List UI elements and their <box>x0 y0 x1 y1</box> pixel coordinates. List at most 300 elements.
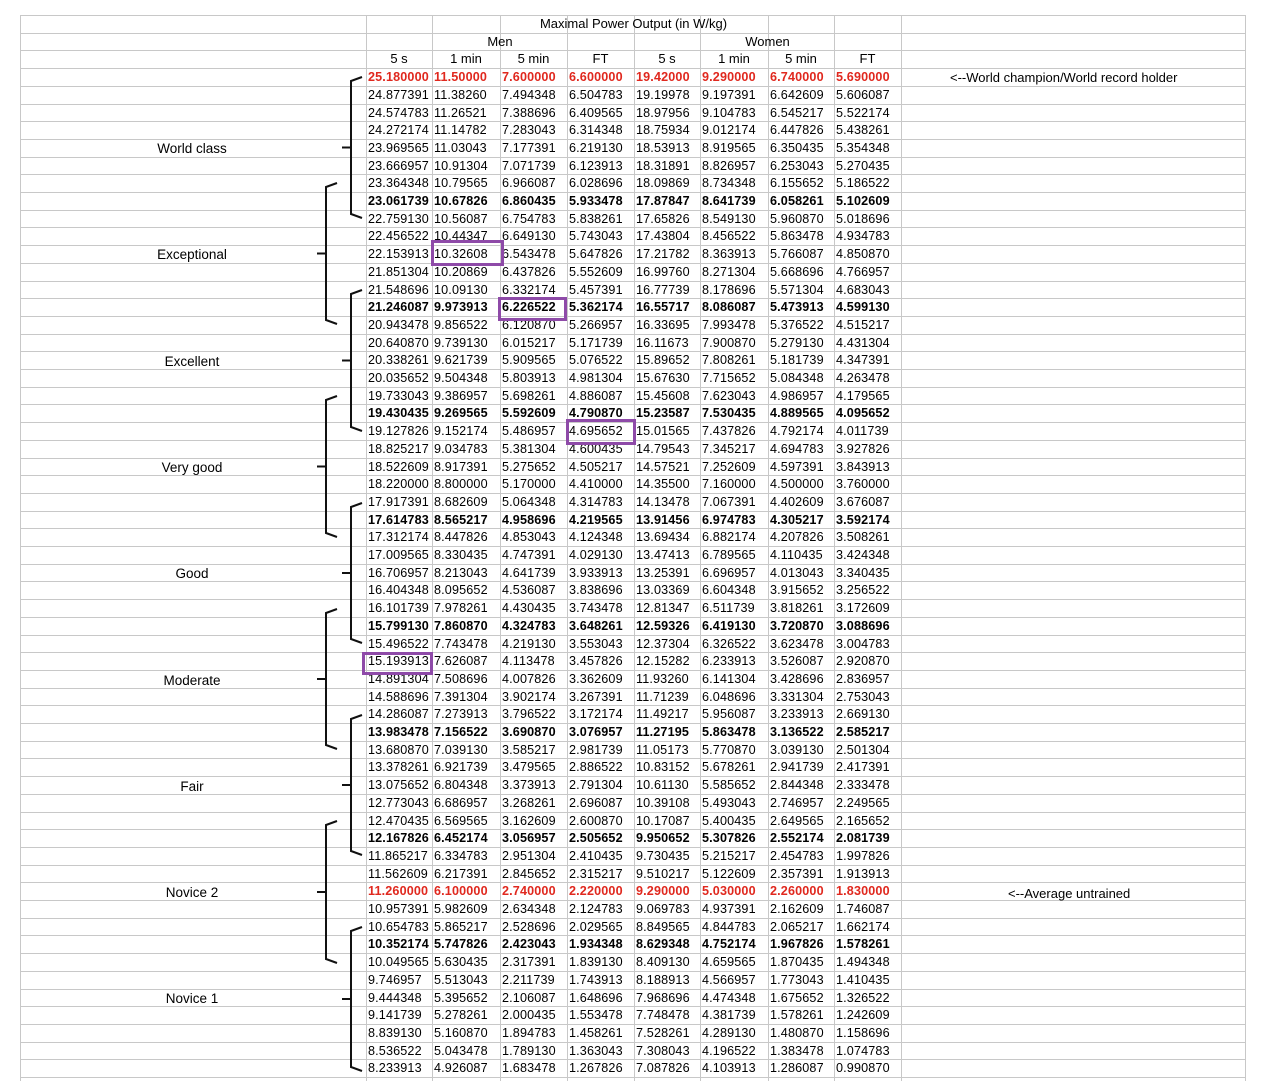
table-cell: 4.402609 <box>770 494 824 509</box>
table-cell: 12.15282 <box>636 654 690 669</box>
table-cell: 2.315217 <box>569 866 623 881</box>
table-cell: 7.715652 <box>702 371 756 385</box>
table-cell: 7.273913 <box>434 707 488 722</box>
table-cell: 3.585217 <box>502 742 556 757</box>
category-novice-1: Novice 1 <box>165 991 219 1006</box>
table-cell: 2.845652 <box>502 866 556 881</box>
column-header: FT <box>859 51 876 67</box>
table-cell: 3.526087 <box>770 654 824 669</box>
table-cell: 7.067391 <box>702 494 756 509</box>
table-cell: 6.217391 <box>434 866 488 881</box>
table-cell: 8.456522 <box>702 229 756 244</box>
table-cell: 15.496522 <box>368 636 429 651</box>
table-cell: 9.290000 <box>636 884 690 899</box>
table-cell: 1.913913 <box>836 866 890 881</box>
table-cell: 2.333478 <box>836 778 890 793</box>
table-cell: 7.600000 <box>502 70 556 85</box>
table-cell: 5.933478 <box>569 194 623 208</box>
table-cell: 4.314783 <box>569 494 623 509</box>
table-title: Maximal Power Output (in W/kg) <box>539 16 728 31</box>
table-cell: 7.748478 <box>636 1008 690 1023</box>
table-cell: 8.213043 <box>434 565 488 580</box>
table-cell: 14.57521 <box>636 459 690 474</box>
table-cell: 19.19978 <box>636 87 690 102</box>
table-cell: 1.494348 <box>836 955 890 970</box>
table-cell: 5.513043 <box>434 972 488 987</box>
table-cell: 5.647826 <box>569 247 623 262</box>
table-cell: 7.860870 <box>434 618 488 633</box>
table-cell: 5.473913 <box>770 300 824 315</box>
table-cell: 6.569565 <box>434 813 488 828</box>
table-cell: 11.26521 <box>434 105 487 120</box>
table-cell: 10.83152 <box>636 760 690 775</box>
table-cell: 2.260000 <box>770 884 824 899</box>
table-cell: 1.870435 <box>770 955 824 970</box>
table-cell: 3.373913 <box>502 778 556 793</box>
table-cell: 9.950652 <box>636 831 690 846</box>
table-cell: 2.165652 <box>836 813 890 828</box>
table-cell: 5.960870 <box>770 211 824 226</box>
table-cell: 6.696957 <box>702 565 756 580</box>
table-cell: 9.290000 <box>702 70 756 85</box>
table-cell: 4.263478 <box>836 371 890 385</box>
table-cell: 20.035652 <box>368 371 429 385</box>
table-cell: 4.695652 <box>569 424 623 439</box>
table-cell: 3.508261 <box>836 530 890 545</box>
table-cell: 8.086087 <box>702 300 756 315</box>
table-cell: 4.694783 <box>770 441 824 456</box>
column-header: 5 min <box>517 51 550 67</box>
table-cell: 2.357391 <box>770 866 824 881</box>
table-cell: 2.634348 <box>502 902 556 916</box>
table-cell: 6.966087 <box>502 176 556 191</box>
table-cell: 6.314348 <box>569 123 623 138</box>
table-cell: 1.894783 <box>502 1025 556 1040</box>
table-cell: 25.180000 <box>368 70 429 85</box>
table-cell: 10.957391 <box>368 902 429 916</box>
table-cell: 1.383478 <box>770 1043 824 1058</box>
table-cell: 3.136522 <box>770 725 824 739</box>
table-cell: 21.246087 <box>368 300 429 315</box>
table-cell: 11.14782 <box>434 123 487 138</box>
table-cell: 1.839130 <box>569 955 623 970</box>
table-cell: 4.430435 <box>502 601 556 616</box>
table-cell: 9.504348 <box>434 371 488 385</box>
table-cell: 7.177391 <box>502 140 556 155</box>
table-cell: 3.233913 <box>770 707 824 722</box>
table-cell: 3.424348 <box>836 548 890 562</box>
table-cell: 18.522609 <box>368 459 429 474</box>
table-cell: 3.039130 <box>770 742 824 757</box>
table-cell: 1.773043 <box>770 972 824 987</box>
table-cell: 8.919565 <box>702 140 756 155</box>
table-cell: 3.172174 <box>569 707 623 722</box>
highlight-box <box>566 419 636 445</box>
table-cell: 3.457826 <box>569 654 623 669</box>
table-cell: 23.969565 <box>368 140 429 155</box>
table-cell: 6.326522 <box>702 636 756 651</box>
table-cell: 6.754783 <box>502 211 556 226</box>
table-cell: 3.172609 <box>836 601 890 616</box>
table-cell: 5.400435 <box>702 813 756 828</box>
table-cell: 5.678261 <box>702 760 756 775</box>
table-cell: 5.956087 <box>702 707 756 722</box>
table-cell: 4.219565 <box>569 512 623 527</box>
table-cell: 4.179565 <box>836 388 890 403</box>
table-cell: 3.676087 <box>836 494 890 509</box>
table-cell: 9.197391 <box>702 87 756 102</box>
table-cell: 9.856522 <box>434 317 488 332</box>
table-cell: 10.09130 <box>434 282 488 297</box>
table-cell: 15.67630 <box>636 371 690 385</box>
table-cell: 6.686957 <box>434 795 488 810</box>
table-cell: 4.937391 <box>702 902 756 916</box>
table-cell: 6.437826 <box>502 264 556 279</box>
table-cell: 6.604348 <box>702 583 756 598</box>
table-cell: 22.153913 <box>368 247 429 262</box>
table-cell: 5.030000 <box>702 884 756 899</box>
category-brackets <box>20 15 1246 1081</box>
table-cell: 4.747391 <box>502 548 556 562</box>
table-cell: 14.35500 <box>636 477 690 492</box>
table-cell: 3.818261 <box>770 601 824 616</box>
table-cell: 20.338261 <box>368 353 429 368</box>
table-cell: 5.838261 <box>569 211 623 226</box>
highlight-box <box>431 240 504 266</box>
table-cell: 7.626087 <box>434 654 488 669</box>
table-cell: 9.152174 <box>434 424 488 439</box>
table-cell: 5.747826 <box>434 937 488 952</box>
bracket <box>342 503 362 643</box>
table-cell: 6.123913 <box>569 158 623 173</box>
table-cell: 5.307826 <box>702 831 756 846</box>
table-cell: 5.362174 <box>569 300 623 315</box>
table-cell: 9.444348 <box>368 990 422 1005</box>
table-cell: 6.504783 <box>569 87 623 102</box>
table-cell: 5.803913 <box>502 371 556 385</box>
table-cell: 2.124783 <box>569 902 623 916</box>
table-cell: 6.882174 <box>702 530 756 545</box>
table-cell: 6.543478 <box>502 247 556 262</box>
table-cell: 4.790870 <box>569 406 623 421</box>
table-cell: 6.100000 <box>434 884 488 899</box>
table-cell: 2.249565 <box>836 795 890 810</box>
column-header: 5 min <box>785 51 817 67</box>
table-cell: 2.528696 <box>502 919 556 934</box>
table-cell: 15.89652 <box>636 353 690 368</box>
table-cell: 11.49217 <box>636 707 689 722</box>
note-average-untrained: <--Average untrained <box>1008 886 1131 901</box>
table-cell: 4.934783 <box>836 229 890 244</box>
bracket <box>342 77 362 218</box>
table-cell: 5.630435 <box>434 955 488 970</box>
table-cell: 3.340435 <box>836 565 890 580</box>
table-cell: 1.662174 <box>836 919 890 934</box>
table-cell: 10.67826 <box>434 194 488 208</box>
table-cell: 5.064348 <box>502 494 556 509</box>
table-cell: 5.266957 <box>569 317 623 332</box>
table-cell: 1.830000 <box>836 884 890 899</box>
table-cell: 1.553478 <box>569 1008 623 1023</box>
table-cell: 3.690870 <box>502 725 556 739</box>
table-cell: 4.347391 <box>836 353 890 368</box>
table-cell: 9.012174 <box>702 123 756 138</box>
table-cell: 5.170000 <box>502 477 556 492</box>
table-cell: 4.219130 <box>502 636 556 651</box>
table-cell: 4.095652 <box>836 406 890 421</box>
table-cell: 3.076957 <box>569 725 623 739</box>
table-cell: 6.334783 <box>434 848 488 863</box>
bracket <box>342 290 362 431</box>
table-cell: 5.215217 <box>702 848 756 863</box>
table-cell: 17.917391 <box>368 494 429 509</box>
table-cell: 1.458261 <box>569 1025 623 1040</box>
table-cell: 3.553043 <box>569 636 623 651</box>
table-cell: 6.447826 <box>770 123 824 138</box>
table-cell: 8.409130 <box>636 955 690 970</box>
table-cell: 4.196522 <box>702 1043 756 1058</box>
table-cell: 8.565217 <box>434 512 488 527</box>
table-cell: 3.843913 <box>836 459 890 474</box>
table-cell: 6.058261 <box>770 194 824 208</box>
table-cell: 11.865217 <box>368 848 428 863</box>
table-cell: 2.081739 <box>836 831 890 846</box>
table-cell: 2.981739 <box>569 742 623 757</box>
table-cell: 6.219130 <box>569 140 623 155</box>
table-cell: 8.682609 <box>434 494 488 509</box>
table-cell: 7.494348 <box>502 87 556 102</box>
table-cell: 3.915652 <box>770 583 824 598</box>
group-header-men: Men <box>487 33 513 49</box>
table-cell: 2.106087 <box>502 990 556 1005</box>
table-cell: 24.272174 <box>368 123 429 138</box>
table-cell: 2.065217 <box>770 919 824 934</box>
category-novice-2: Novice 2 <box>165 885 219 900</box>
table-cell: 4.103913 <box>702 1061 756 1076</box>
table-cell: 11.71239 <box>636 689 689 704</box>
table-cell: 3.088696 <box>836 618 890 633</box>
table-cell: 6.409565 <box>569 105 623 120</box>
table-cell: 5.270435 <box>836 158 890 173</box>
table-cell: 3.760000 <box>836 477 890 492</box>
table-cell: 7.391304 <box>434 689 488 704</box>
table-cell: 3.362609 <box>569 671 623 686</box>
table-cell: 8.095652 <box>434 583 488 598</box>
table-cell: 6.740000 <box>770 70 824 85</box>
table-cell: 12.59326 <box>636 618 690 633</box>
column-header: 1 min <box>718 51 750 67</box>
table-cell: 10.91304 <box>434 158 488 173</box>
category-moderate: Moderate <box>163 673 221 688</box>
table-cell: 8.629348 <box>636 937 690 952</box>
table-cell: 1.743913 <box>569 972 623 987</box>
table-cell: 6.048696 <box>702 689 756 704</box>
table-cell: 8.363913 <box>702 247 756 262</box>
table-cell: 13.91456 <box>636 512 690 527</box>
table-cell: 18.31891 <box>636 158 690 173</box>
table-cell: 4.766957 <box>836 264 890 279</box>
category-exceptional: Exceptional <box>157 247 227 262</box>
table-cell: 19.733043 <box>368 388 429 403</box>
table-cell: 3.838696 <box>569 583 623 598</box>
table-cell: 4.324783 <box>502 618 556 633</box>
table-cell: 2.844348 <box>770 778 824 793</box>
table-cell: 2.417391 <box>836 760 890 775</box>
table-cell: 3.623478 <box>770 636 824 651</box>
table-cell: 10.17087 <box>636 813 690 828</box>
table-cell: 5.493043 <box>702 795 756 810</box>
table-cell: 9.034783 <box>434 441 488 456</box>
table-cell: 19.430435 <box>368 406 429 421</box>
table-cell: 13.680870 <box>368 742 429 757</box>
table-cell: 17.43804 <box>636 229 690 244</box>
table-cell: 17.614783 <box>368 512 429 527</box>
table-cell: 6.649130 <box>502 229 556 244</box>
table-cell: 4.305217 <box>770 512 824 527</box>
table-cell: 4.500000 <box>770 477 824 492</box>
table-cell: 4.981304 <box>569 371 623 385</box>
table-cell: 5.354348 <box>836 140 890 155</box>
table-cell: 5.698261 <box>502 388 556 403</box>
table-cell: 5.181739 <box>770 353 824 368</box>
table-cell: 13.983478 <box>368 725 429 739</box>
table-cell: 5.278261 <box>434 1008 488 1023</box>
table-cell: 4.889565 <box>770 406 824 421</box>
table-cell: 12.470435 <box>368 813 429 828</box>
table-cell: 21.851304 <box>368 264 429 279</box>
table-cell: 9.621739 <box>434 353 488 368</box>
table-cell: 6.789565 <box>702 548 756 562</box>
table-cell: 1.074783 <box>836 1043 890 1058</box>
table-cell: 5.438261 <box>836 123 890 138</box>
column-header: 5 s <box>658 51 676 67</box>
table-cell: 18.97956 <box>636 105 690 120</box>
table-cell: 4.289130 <box>702 1025 756 1040</box>
table-cell: 6.141304 <box>702 671 756 686</box>
table-cell: 14.79543 <box>636 441 690 456</box>
table-cell: 7.530435 <box>702 406 756 421</box>
table-cell: 2.941739 <box>770 760 824 775</box>
table-cell: 2.886522 <box>569 760 623 775</box>
table-cell: 5.770870 <box>702 742 756 757</box>
table-cell: 7.900870 <box>702 335 756 350</box>
table-cell: 1.242609 <box>836 1008 890 1023</box>
table-cell: 18.825217 <box>368 441 429 456</box>
table-cell: 4.792174 <box>770 424 824 439</box>
table-cell: 15.23587 <box>636 406 690 421</box>
column-header: 5 s <box>390 51 408 67</box>
table-cell: 5.160870 <box>434 1025 488 1040</box>
table-cell: 5.275652 <box>502 459 556 474</box>
table-cell: 4.124348 <box>569 530 623 545</box>
table-cell: 8.536522 <box>368 1043 422 1058</box>
table-cell: 6.511739 <box>702 601 755 616</box>
table-cell: 9.069783 <box>636 902 690 916</box>
table-cell: 2.836957 <box>836 671 890 686</box>
table-cell: 14.13478 <box>636 494 690 509</box>
table-cell: 5.171739 <box>569 335 623 350</box>
table-cell: 4.431304 <box>836 335 890 350</box>
bracket <box>317 183 337 324</box>
table-cell: 8.839130 <box>368 1025 422 1040</box>
table-cell: 4.853043 <box>502 530 556 545</box>
bracket <box>342 927 362 1071</box>
table-cell: 18.220000 <box>368 477 429 492</box>
table-cell: 14.286087 <box>368 707 429 722</box>
table-cell: 4.926087 <box>434 1061 488 1076</box>
table-cell: 7.808261 <box>702 353 756 368</box>
table-cell: 4.381739 <box>702 1008 756 1023</box>
table-cell: 1.578261 <box>770 1008 824 1023</box>
table-cell: 14.588696 <box>368 689 429 704</box>
table-cell: 1.648696 <box>569 990 623 1005</box>
table-cell: 8.849565 <box>636 919 690 934</box>
table-cell: 6.921739 <box>434 760 488 775</box>
table-cell: 5.865217 <box>434 919 488 934</box>
table-cell: 13.69434 <box>636 530 690 545</box>
table-cell: 21.548696 <box>368 282 429 297</box>
table-cell: 6.028696 <box>569 176 623 191</box>
table-cell: 1.578261 <box>836 937 890 952</box>
table-cell: 9.973913 <box>434 300 488 315</box>
table-cell: 24.574783 <box>368 105 429 120</box>
table-cell: 7.283043 <box>502 123 556 138</box>
table-cell: 16.101739 <box>368 601 429 616</box>
table-cell: 8.233913 <box>368 1061 422 1076</box>
table-cell: 4.958696 <box>502 512 556 527</box>
table-cell: 2.454783 <box>770 848 824 863</box>
table-cell: 13.378261 <box>368 760 429 775</box>
highlight-box <box>498 297 567 321</box>
table-cell: 9.739130 <box>434 335 488 350</box>
table-cell: 3.056957 <box>502 831 556 846</box>
table-cell: 17.65826 <box>636 211 690 226</box>
table-cell: 2.951304 <box>502 848 556 863</box>
table-cell: 2.669130 <box>836 707 890 722</box>
table-cell: 1.967826 <box>770 937 824 952</box>
table-cell: 20.640870 <box>368 335 429 350</box>
table-cell: 10.56087 <box>434 211 488 226</box>
table-cell: 2.649565 <box>770 813 824 828</box>
table-cell: 13.47413 <box>636 548 690 562</box>
bracket <box>342 715 362 855</box>
table-cell: 10.39108 <box>636 795 690 810</box>
table-cell: 22.456522 <box>368 229 429 244</box>
table-cell: 7.623043 <box>702 388 756 403</box>
table-cell: 11.38260 <box>434 87 487 102</box>
table-cell: 2.696087 <box>569 795 623 810</box>
table-cell: 1.997826 <box>836 848 890 863</box>
table-cell: 2.162609 <box>770 902 824 916</box>
table-cell: 10.32608 <box>434 247 488 262</box>
table-cell: 6.545217 <box>770 105 824 120</box>
table-cell: 5.122609 <box>702 866 756 881</box>
table-cell: 3.720870 <box>770 618 824 633</box>
table-cell: 5.606087 <box>836 87 890 102</box>
table-cell: 7.743478 <box>434 636 488 651</box>
table-cell: 1.267826 <box>569 1061 623 1076</box>
table-cell: 5.766087 <box>770 247 824 262</box>
table-cell: 18.75934 <box>636 123 690 138</box>
table-cell: 20.943478 <box>368 317 429 332</box>
table-cell: 10.44347 <box>434 229 488 244</box>
table-cell: 5.592609 <box>502 406 556 421</box>
table-cell: 1.158696 <box>836 1025 890 1040</box>
table-cell: 9.269565 <box>434 406 488 421</box>
table-cell: 4.110435 <box>770 548 823 562</box>
table-cell: 4.659565 <box>702 955 756 970</box>
table-cell: 12.167826 <box>368 831 429 846</box>
